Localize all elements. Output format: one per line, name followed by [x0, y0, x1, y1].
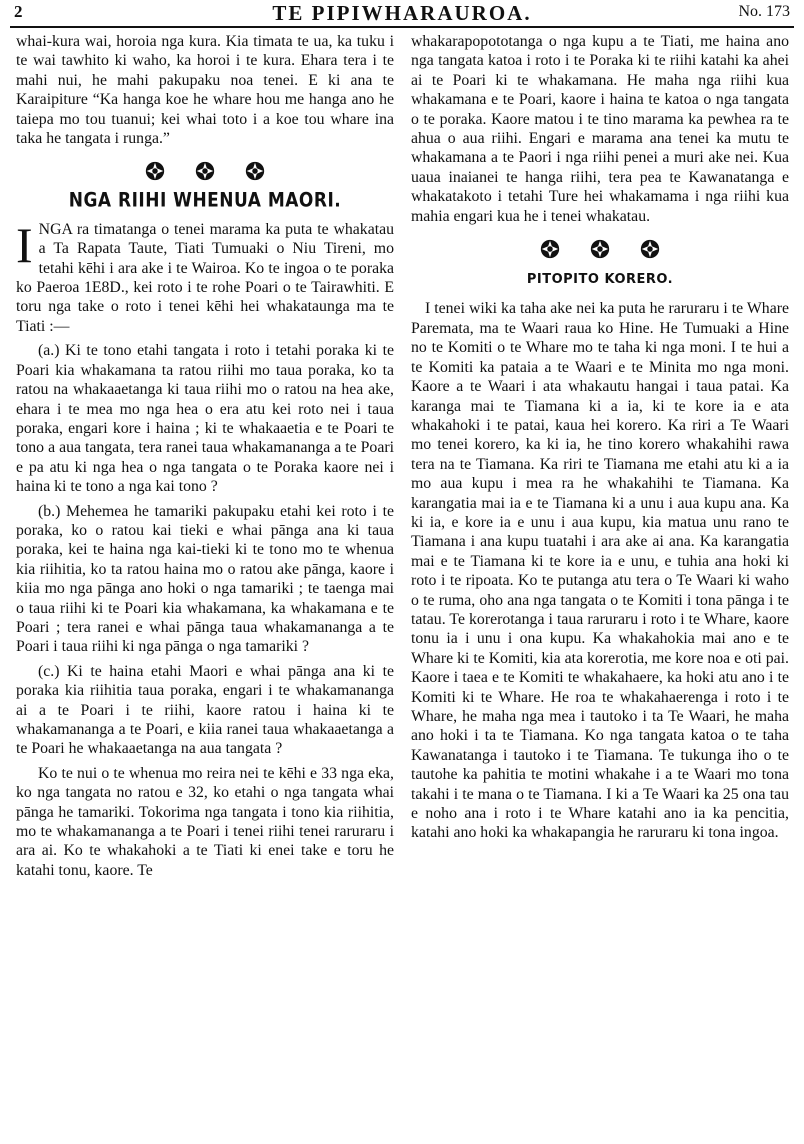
ornament-divider: [411, 238, 789, 260]
news-paragraph: I tenei wiki ka taha ake nei ka puta he raruraru i te Whare Paremata, ma te Waari raua ko Hine. He Tumuaki a Hine no te Komiti o te Whare mo te taha ki nga moni. I te hui a te Komiti ka pataia a te Waari e te Minita mo nga moni. Kaore a te Waari i ata whakautu hangai i taua patai. Ka karanga mai te Tiamana ki a ia, ki te kore ia e ata whakahoki i te patai, kaua hei korero. Ka riri a Te Waari mo tenei korero, ka ki ia, he tino korero whakahihi rawa tera na te Tiamana. Ka riri te Tiamana me etahi atu ki a ia mo aua kupu i mea ra he whakahihi te Tiamana. Ka karangatia mai ia e te Tiamana ki a unu i aua kupu ana. Ka ki ia, e kore ia e unu i aua kupu, kia matua unu rano te Tiamana i ana kupu tuatahi i ara ake ai ana. Ka karangatia mai e te Tiamana ki te kore ia e unu, e tuhia ana hoki ki roto i te ripoata. Ko te putanga atu tera o Te Waari ki waho o te ruma, oho ana nga tangata o te Komiti i tona pānga i te tatau. Te korerotanga i taua raruraru i roto i te Whare, kaore tonu ia i unu i ona kupu. Ka whakahokia mai ano e te Whare ki te Komiti, kia ata korerotia, me kore noa e oti pai. Kaore i taea e te Komiti te whakahaere, ka hoki atu ano i te Komiti ki te Whare. He roa te whakahaerenga i roto i te Whare, he maha nga mea i tautoko i ta Te Waari, he maha ano hoki i ta te Tiamana. Ko nga tangata katoa o te taha Kawanatanga i tautoko i te Tiamana. Te tukunga iho o te tautohe ka pahitia te motini whakahe i a te Waari mo tona takahi i te mana o te Tiamana. I ki a Te Waari ka 25 ona tau e noho ana i roto i te Whare katahi ano ia ka pencitia, katahi ano hoki ka whakapangia he raruraru ki tona ingoa.: [411, 300, 789, 842]
article-title: NGA RIIHI WHENUA MAORI.: [68, 189, 342, 213]
item-c: (c.) Ki te haina etahi Maori e whai pānga ana ki te poraka kia riihitia taua poraka, engari i te whakamananga ai a te Poari i te riihi, kaore ratou i haina ki te whakamananga a te Poari, e kiia ranei taua whakaaetanga a te Poari he whakaaetanga na aua tangata ?: [16, 662, 394, 758]
issue-number: No. 173: [738, 3, 790, 20]
intro-paragraph: whai-kura wai, horoia nga kura. Kia timata te ua, ka tuku i te wai tawhito ki waho, ka horoi i te kura. Ehara tera i te mahi nui, he mahi pakupaku noa tenei. E ki ana te Karaipiture “Ka hanga koe he whare hou me hanga ano he taiepa mo tou tuanui; kei whai toto i a koe tou whare ina taka he tangata i runga.”: [16, 33, 394, 148]
drop-cap: I: [16, 216, 33, 273]
ornament-divider: [16, 160, 394, 182]
closing-paragraph: Ko te nui o te whenua mo reira nei te kēhi e 33 nga eka, ko nga tangata no ratou e 32, ko etahi o nga tangata whai pānga he tamariki. Tokorima nga tangata i tono kia riihitia, mo te whakamananga a te Poari i tenei riihi tenei raruraru i ara ai. Ko te whakahoki a te Tiati ki enei take e toru he katahi tonu, kaore. Te: [16, 764, 394, 879]
page-number: 2: [14, 2, 23, 21]
right-column: [411, 32, 789, 843]
newspaper-title: TE PIPIWHARAUROA.: [272, 1, 532, 25]
flower-ornament-icon: [144, 160, 166, 182]
flower-ornament-icon: [639, 238, 661, 260]
lead-text: NGA ra timatanga o tenei marama ka puta te whakatau a Ta Rapata Taute, Tiati Tumuaki o Niu Tireni, mo tetahi kēhi i ara ake i te Wairoa. Ko te ingoa o te poraka ko Paeroa 1E8D., kei roto i te rohe Poari o te Tairawhiti. E toru nga take o roto i tenei kēhi hei whakataunga ma te Tiati :—: [16, 220, 394, 335]
flower-ornament-icon: [589, 238, 611, 260]
item-b: (b.) Mehemea he tamariki pakupaku etahi kei roto i te poraka, ko o ratou kai tieki e whai pānga ana ki taua poraka, kei te haina nga kai-tieki ki te tono mo te whenua kia riihitia, ko ta ratou haina mo o ratou ake pānga, kaore i kiia mo nga pānga ano hoki o nga tamariki ; te taenga mai o taua riihi ki te Poari kia whakamana, ka whakamana e te Poari ; tera ranei e whai pānga taua whakamananga a te Poari i taua riihi ki nga pānga o nga tamariki ?: [16, 502, 394, 656]
flower-ornament-icon: [194, 160, 216, 182]
section-title: PITOPITO KORERO.: [526, 272, 674, 288]
item-a: (a.) Ki te tono etahi tangata i roto i tetahi poraka ki te Poari kia whakamana ta ratou riihi mo taua poraka, ko ta ratou na whakaaetanga ki taua riihi mo o ratou na hea ake, ehara i te mea mo nga hea o era atu kei roto nei i taua poraka, engari kore i haina ; ki te whakaaetia e te Poari te tono a aua tangata, tera ranei taua whakamananga a te Poari e pa atu ki nga hea o nga tangata o te Poraka kaore nei i haina ki te tono a nga kai tono ?: [16, 342, 394, 496]
flower-ornament-icon: [244, 160, 266, 182]
left-column: [16, 32, 394, 880]
flower-ornament-icon: [539, 238, 561, 260]
page-header: [10, 0, 794, 28]
lead-paragraph: [16, 216, 394, 336]
continuation-paragraph: whakarapopototanga o nga kupu a te Tiati, me haina ano nga tangata katoa i roto i te Poraka ki te riihi katahi ka ahei ai te Poari ki te whakamana. He maha nga riihi kua whakamana e te Poari, kaore i haina te katoa o nga tangata o te poraka. Kaore matou i te tino marama ka pewhea ra te ahua o aua riihi. Engari e marama ana tenei ka mutu te whakamana a te Paori i nga riihi penei a muri ake nei. Kua uaua inaianei te hanga riihi, tera pea te Kawanatanga e whakatakoto i tetahi Ture hei whakamama i nga riihi kua mahia engari kua he i tenei whakatau.: [411, 33, 789, 225]
